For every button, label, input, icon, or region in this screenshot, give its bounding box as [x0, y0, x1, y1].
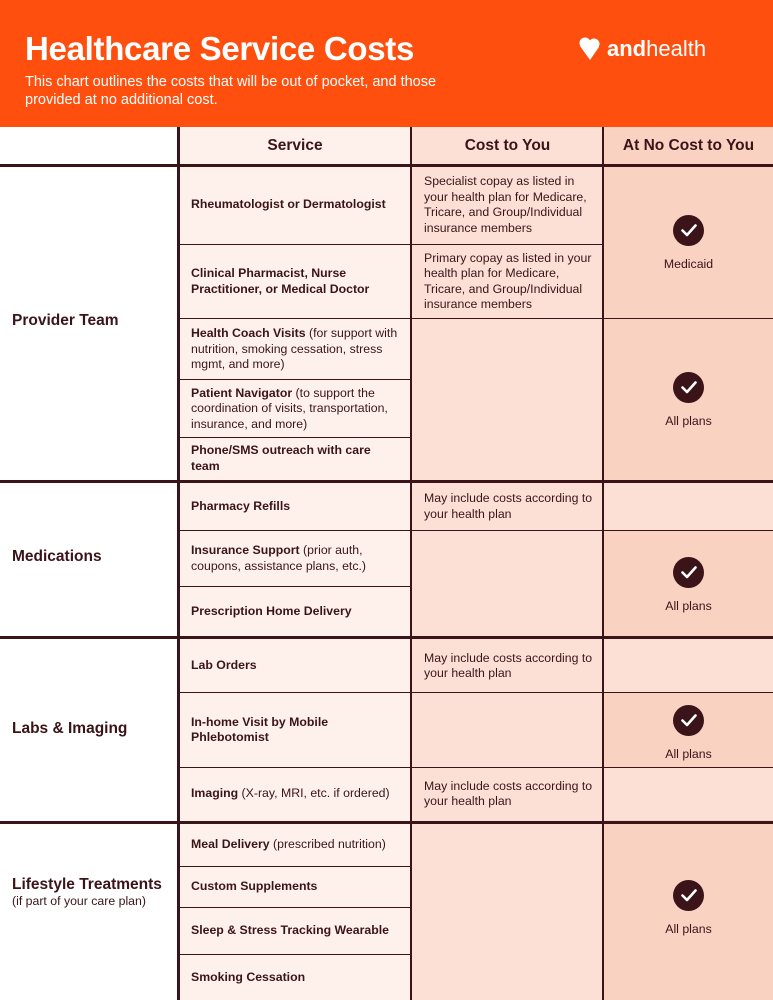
row-divider: [180, 907, 410, 908]
row-divider: [180, 244, 604, 245]
heart-logo-icon: [578, 36, 602, 62]
column-header-service: Service: [267, 136, 323, 154]
service-in-home-visit: In-home Visit by Mobile Phlebotomist: [191, 714, 329, 744]
section-divider: [0, 480, 773, 483]
cost-labs: May include costs according to your health plan: [424, 650, 593, 680]
category-lifestyle: [12, 876, 162, 908]
no-cost-provider-all-plans: [604, 372, 773, 428]
page-title: Healthcare Service Costs: [25, 30, 415, 67]
no-cost-label: All plans: [665, 414, 712, 428]
category-labs-imaging: Labs & Imaging: [12, 720, 128, 737]
no-cost-medicaid: [604, 215, 773, 271]
page-subtitle: This chart outlines the costs that will be out of pocket, and those provided at no additional cost.: [25, 74, 437, 108]
header-divider: [0, 164, 773, 167]
service-lab-orders: Lab Orders: [191, 658, 257, 673]
service-smoking-cessation: Smoking Cessation: [191, 969, 306, 984]
no-cost-empty-cell: [604, 482, 773, 530]
category-lifestyle-subtitle: (if part of your care plan): [12, 894, 146, 908]
cost-primary: Primary copay as listed in your health plan for Medicare, Tricare, and Group/Individual insurance members: [424, 250, 592, 311]
header-banner: [0, 0, 773, 127]
row-divider: [180, 692, 773, 693]
service-meal-delivery: Meal Delivery (prescribed nutrition): [191, 837, 386, 852]
service-sleep-stress: Sleep & Stress Tracking Wearable: [191, 923, 389, 938]
column-divider: [410, 127, 412, 1000]
row-divider: [180, 767, 773, 768]
service-patient-navigator: Patient Navigator (to support the coordination of visits, transportation, insurance, and more): [191, 385, 388, 431]
no-cost-lifestyle-all-plans: [604, 880, 773, 936]
category-lifestyle-title: Lifestyle Treatments: [12, 876, 162, 893]
check-icon: [673, 372, 704, 403]
service-custom-supplements: Custom Supplements: [191, 879, 318, 894]
cost-specialist: Specialist copay as listed in your health plan for Medicare, Tricare, and Group/Individual insurance members: [424, 174, 587, 235]
no-cost-empty-cell: [604, 638, 773, 692]
check-icon: [673, 215, 704, 246]
service-phone-sms: Phone/SMS outreach with care team: [191, 443, 371, 473]
column-divider: [602, 127, 604, 1000]
row-divider: [180, 437, 410, 438]
service-clinical-pharmacist: Clinical Pharmacist, Nurse Practitioner, or Medical Doctor: [191, 266, 370, 296]
no-cost-labs-all-plans: [604, 705, 773, 761]
no-cost-label: Medicaid: [663, 257, 714, 271]
service-rheum-derm: Rheumatologist or Dermatologist: [191, 197, 386, 212]
check-icon: [673, 557, 704, 588]
column-divider: [177, 127, 180, 1000]
section-divider: [0, 636, 773, 639]
service-insurance-support: Insurance Support (prior auth, coupons, assistance plans, etc.): [191, 543, 366, 573]
row-divider: [180, 866, 410, 867]
service-imaging: Imaging (X-ray, MRI, etc. if ordered): [191, 786, 390, 801]
no-cost-empty-cell: [604, 768, 773, 820]
brand-logo: [578, 36, 706, 62]
section-divider: [0, 821, 773, 824]
row-divider: [180, 318, 773, 319]
cost-imaging: May include costs according to your health plan: [424, 778, 593, 808]
service-health-coach: Health Coach Visits (for support with nutrition, smoking cessation, stress mgmt, and more): [191, 326, 398, 372]
check-icon: [673, 880, 704, 911]
cost-pharmacy: May include costs according to your health plan: [424, 491, 593, 521]
check-icon: [673, 705, 704, 736]
no-cost-label: All plans: [665, 747, 712, 761]
category-medications: Medications: [12, 548, 102, 565]
category-provider-team: Provider Team: [12, 312, 119, 329]
column-header-no-cost: At No Cost to You: [622, 136, 755, 154]
brand-name: andhealth: [607, 36, 707, 61]
row-divider: [180, 586, 410, 587]
row-divider: [180, 379, 410, 380]
no-cost-label: All plans: [665, 922, 712, 936]
service-pharmacy-refills: Pharmacy Refills: [191, 498, 291, 513]
no-cost-medications-all-plans: [604, 557, 773, 613]
row-divider: [180, 530, 773, 531]
no-cost-label: All plans: [665, 599, 712, 613]
service-rx-delivery: Prescription Home Delivery: [191, 603, 352, 618]
row-divider: [180, 954, 410, 955]
column-header-cost: Cost to You: [464, 136, 551, 154]
